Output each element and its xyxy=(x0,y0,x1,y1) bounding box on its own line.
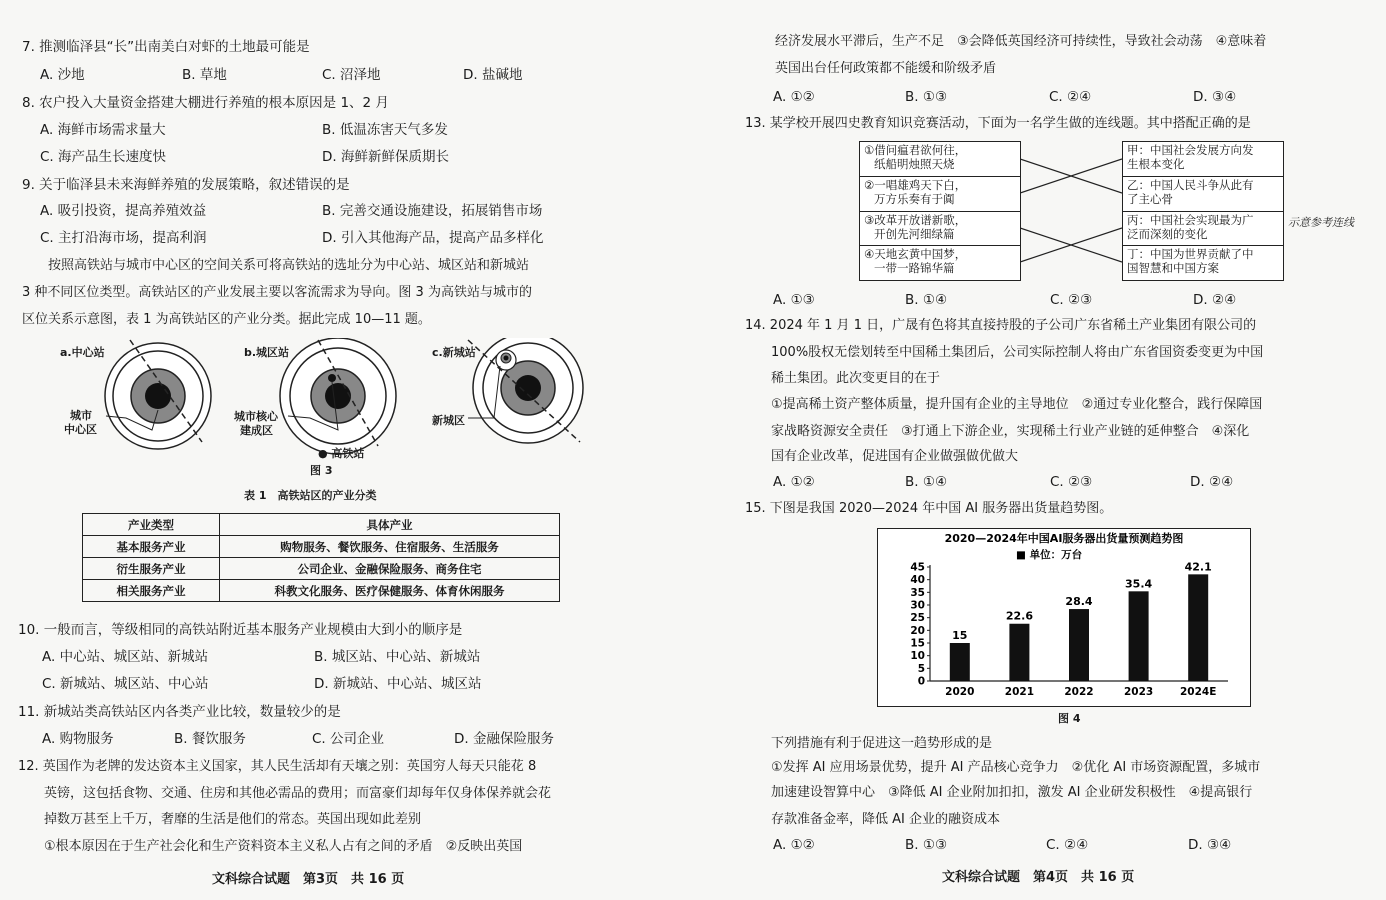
q14-option-c: C. ②③ xyxy=(1050,474,1093,490)
chart-data-label: 28.4 xyxy=(1065,595,1093,609)
q10-option-b: B. 城区站、中心站、新城站 xyxy=(314,649,481,665)
table-cell: 衍生服务产业 xyxy=(83,558,220,580)
chart-y-tick-label: 40 xyxy=(910,574,925,587)
chart-bar xyxy=(1009,624,1029,681)
q11-stem: 11. 新城站类高铁站区内各类产业比较，数量较少的是 xyxy=(18,704,341,720)
chart-y-tick-label: 25 xyxy=(910,612,925,625)
fig3-label-c: c.新城站 xyxy=(432,346,476,359)
q13-left-item-1: ①借问瘟君欲何往， 纸船明烛照天烧 xyxy=(860,142,1020,177)
q8-option-a: A. 海鲜市场需求量大 xyxy=(40,122,166,138)
chart-data-label: 35.4 xyxy=(1125,577,1153,591)
q7-option-b: B. 草地 xyxy=(182,67,227,83)
chart-y-tick-label: 30 xyxy=(910,599,925,612)
chart-y-tick-label: 10 xyxy=(910,650,925,663)
table-cell: 相关服务产业 xyxy=(83,580,220,602)
q9-option-c: C. 主打沿海市场，提高利润 xyxy=(40,230,207,246)
q12-option-a: A. ①② xyxy=(773,89,815,105)
fig3-b-core: 城市核心 xyxy=(234,410,278,423)
fig4-caption: 图 4 xyxy=(1058,712,1081,725)
q15-line-2: ①发挥 AI 应用场景优势，提升 AI 产品核心竞争力 ②优化 AI 市场资源配置，多城市 xyxy=(771,760,1261,775)
chart-bar xyxy=(1069,609,1089,681)
fig3-a-center: 中心区 xyxy=(64,423,97,436)
chart-y-tick-label: 0 xyxy=(917,675,925,688)
right-page-footer: 文科综合试题 第4页 共 16 页 xyxy=(942,870,1135,885)
chart-data-label: 15 xyxy=(952,629,968,642)
q9-stem: 9. 关于临泽县未来海鲜养殖的发展策略，叙述错误的是 xyxy=(22,177,350,193)
q10-stem: 10. 一般而言，等级相同的高铁站附近基本服务产业规模由大到小的顺序是 xyxy=(18,622,463,638)
q13-handwritten-note: 示意参考连线 xyxy=(1288,216,1354,229)
table-cell: 基本服务产业 xyxy=(83,536,220,558)
fig3-a-city: 城市 xyxy=(70,409,92,422)
fig3-label-a: a.中心站 xyxy=(60,346,105,359)
q15-option-c: C. ②④ xyxy=(1046,837,1089,853)
q13-option-c: C. ②③ xyxy=(1050,292,1093,308)
q13-left-item-4: ④天地玄黄中国梦， 一带一路锦华篇 xyxy=(864,247,967,275)
q13-option-d: D. ②④ xyxy=(1193,292,1237,308)
chart-x-tick-label: 2023 xyxy=(1123,686,1154,698)
table-header: 产业类型 xyxy=(83,514,220,536)
chart-bar xyxy=(1188,574,1208,681)
chart-y-tick-label: 5 xyxy=(917,662,925,675)
q12-option-c: C. ②④ xyxy=(1049,89,1092,105)
q7-stem: 7. 推测临泽县“长”出南美白对虾的土地最可能是 xyxy=(22,39,310,55)
q15-option-d: D. ③④ xyxy=(1188,837,1232,853)
table-cell: 公司企业、金融保险服务、商务住宅 xyxy=(220,558,560,580)
q11-option-a: A. 购物服务 xyxy=(42,731,114,747)
q7-option-c: C. 沼泽地 xyxy=(322,67,381,83)
industry-table xyxy=(82,513,560,602)
chart-x-tick-label: 2020 xyxy=(945,686,975,698)
q9-option-d: D. 引入其他海产品，提高产品多样化 xyxy=(322,230,544,246)
q13-stem: 13. 某学校开展四史教育知识竞赛活动，下面为一名学生做的连线题。其中搭配正确的是 xyxy=(745,116,1251,131)
q14-option-d: D. ②④ xyxy=(1190,474,1234,490)
table-row xyxy=(83,558,560,580)
chart-data-label: 22.6 xyxy=(1005,609,1033,623)
chart-x-tick-label: 2021 xyxy=(1004,686,1035,698)
q12-option-b: B. ①③ xyxy=(905,89,948,105)
chart-bar xyxy=(950,643,970,681)
center-station-diagram xyxy=(105,340,211,449)
left-page-footer: 文科综合试题 第3页 共 16 页 xyxy=(212,872,405,887)
q13-right-item-3: 丙：中国社会实现最为广 泛而深刻的变化 xyxy=(1123,212,1283,246)
q11-option-c: C. 公司企业 xyxy=(312,731,385,747)
q12-cont-line-2: 英国出台任何政策都不能缓和阶级矛盾 xyxy=(775,61,997,76)
chart-legend: ■ 单位：万台 xyxy=(1016,549,1083,561)
q12-option-d: D. ③④ xyxy=(1193,89,1237,105)
q9-option-a: A. 吸引投资，提高养殖效益 xyxy=(40,203,207,219)
chart-bar xyxy=(1129,591,1149,681)
q13-left-item-3: ③改革开放谱新歌， 开创先河细绿篇 xyxy=(860,212,1020,246)
q7-option-d: D. 盐碱地 xyxy=(463,67,523,83)
q8-option-b: B. 低温冻害天气多发 xyxy=(322,122,448,138)
chart-y-tick-label: 20 xyxy=(910,624,925,637)
chart-y-tick-label: 15 xyxy=(910,637,925,650)
q12-line-1: 12. 英国作为老牌的发达资本主义国家，其人民生活却有天壤之别：英国穷人每天只能花 8 xyxy=(18,759,537,774)
q15-option-b: B. ①③ xyxy=(905,837,948,853)
fig3-legend: ● 高铁站 xyxy=(318,447,365,460)
ai-server-chart-svg xyxy=(878,529,1250,706)
q8-stem: 8. 农户投入大量资金搭建大棚进行养殖的根本原因是 1、2 月 xyxy=(22,95,389,111)
table-header: 具体产业 xyxy=(220,514,560,536)
fig3-label-b: b.城区站 xyxy=(244,346,290,359)
q15-option-a: A. ①② xyxy=(773,837,815,853)
q12-line-4: ①根本原因在于生产社会化和生产资料资本主义私人占有之间的矛盾 ②反映出英国 xyxy=(44,839,523,854)
q13-option-b: B. ①④ xyxy=(905,292,948,308)
q12-line-2: 英镑，这包括食物、交通、住房和其他必需品的费用；而富豪们却每年仅身体保养就会花 xyxy=(44,786,552,801)
urban-station-diagram xyxy=(280,338,396,454)
q10-option-c: C. 新城站、城区站、中心站 xyxy=(42,676,209,692)
q13-right-box xyxy=(1122,141,1284,281)
q14-option-b: B. ①④ xyxy=(905,474,948,490)
table1-caption: 表 1 高铁站区的产业分类 xyxy=(244,489,377,502)
q14-option-a: A. ①② xyxy=(773,474,815,490)
new-town-station-diagram xyxy=(468,338,583,443)
q14-line-2: 100%股权无偿划转至中国稀土集团后，公司实际控制人将由广东省国资委变更为中国 xyxy=(771,345,1264,360)
ai-server-chart xyxy=(877,528,1251,707)
q13-right-item-2: 乙：中国人民斗争从此有 了主心骨 xyxy=(1123,177,1283,212)
q15-line-4: 存款准备金率，降低 AI 企业的融资成本 xyxy=(771,812,1000,827)
table-header-row xyxy=(83,514,560,536)
q15-line-3: 加速建设智算中心 ③降低 AI 企业附加扣扣，激发 AI 企业研发积极性 ④提高银行 xyxy=(771,785,1253,800)
intro-line-3: 区位关系示意图，表 1 为高铁站区的产业分类。据此完成 10—11 题。 xyxy=(22,312,431,327)
chart-y-tick-label: 45 xyxy=(910,561,925,574)
chart-y-tick-label: 35 xyxy=(910,586,925,599)
fig3-b-built: 建成区 xyxy=(240,424,273,437)
q13-left-item-2: ②一唱雄鸡天下白， 万方乐奏有于阗 xyxy=(860,177,1020,212)
q14-line-4: ①提高稀土资产整体质量，提升国有企业的主导地位 ②通过专业化整合，践行保障国 xyxy=(771,397,1263,412)
chart-data-label: 42.1 xyxy=(1184,560,1212,574)
table-row xyxy=(83,536,560,558)
q12-cont-line-1: 经济发展水平滞后，生产不足 ③会降低英国经济可持续性，导致社会动荡 ④意味着 xyxy=(775,34,1267,49)
intro-line-2: 3 种不同区位类型。高铁站区的产业发展主要以客流需求为导向。图 3 为高铁站与城市的 xyxy=(22,285,532,300)
chart-x-tick-label: 2022 xyxy=(1064,686,1094,698)
q14-line-1: 14. 2024 年 1 月 1 日，广晟有色将其直接持股的子公司广东省稀土产业集团有限公司的 xyxy=(745,318,1257,333)
q15-stem: 15. 下图是我国 2020—2024 年中国 AI 服务器出货量趋势图。 xyxy=(745,501,1113,516)
q13-connector-lines xyxy=(1020,141,1122,279)
q8-option-d: D. 海鲜新鲜保质期长 xyxy=(322,149,449,165)
table-row xyxy=(83,580,560,602)
q10-option-d: D. 新城站、中心站、城区站 xyxy=(314,676,482,692)
q8-option-c: C. 海产品生长速度快 xyxy=(40,149,167,165)
q13-right-item-4: 丁：中国为世界贡献了中 国智慧和中国方案 xyxy=(1127,247,1254,275)
q11-option-d: D. 金融保险服务 xyxy=(454,731,554,747)
q12-line-3: 掉数万甚至上千万，奢靡的生活是他们的常态。英国出现如此差别 xyxy=(44,812,422,827)
chart-title: 2020—2024年中国AI服务器出货量预测趋势图 xyxy=(944,532,1184,545)
q11-option-b: B. 餐饮服务 xyxy=(174,731,246,747)
q14-line-6: 国有企业改革，促进国有企业做强做优做大 xyxy=(771,449,1019,464)
table-cell: 科教文化服务、医疗保健服务、体育休闲服务 xyxy=(220,580,560,602)
intro-line-1: 按照高铁站与城市中心区的空间关系可将高铁站的选址分为中心站、城区站和新城站 xyxy=(48,258,530,273)
q13-left-box xyxy=(859,141,1021,281)
chart-x-tick-label: 2024E xyxy=(1179,686,1217,698)
q14-line-3: 稀土集团。此次变更目的在于 xyxy=(771,371,941,386)
q15-line-1: 下列措施有利于促进这一趋势形成的是 xyxy=(771,736,993,751)
q13-right-item-1: 甲：中国社会发展方向发 生根本变化 xyxy=(1123,142,1283,177)
fig3-caption: 图 3 xyxy=(310,464,333,477)
q14-line-5: 家战略资源安全责任 ③打通上下游企业，实现稀土行业产业链的延伸整合 ④深化 xyxy=(771,424,1250,439)
fig3-c-newtown: 新城区 xyxy=(432,414,465,427)
table-cell: 购物服务、餐饮服务、住宿服务、生活服务 xyxy=(220,536,560,558)
q10-option-a: A. 中心站、城区站、新城站 xyxy=(42,649,209,665)
q13-option-a: A. ①③ xyxy=(773,292,815,308)
q7-option-a: A. 沙地 xyxy=(40,67,85,83)
q9-option-b: B. 完善交通设施建设，拓展销售市场 xyxy=(322,203,543,219)
